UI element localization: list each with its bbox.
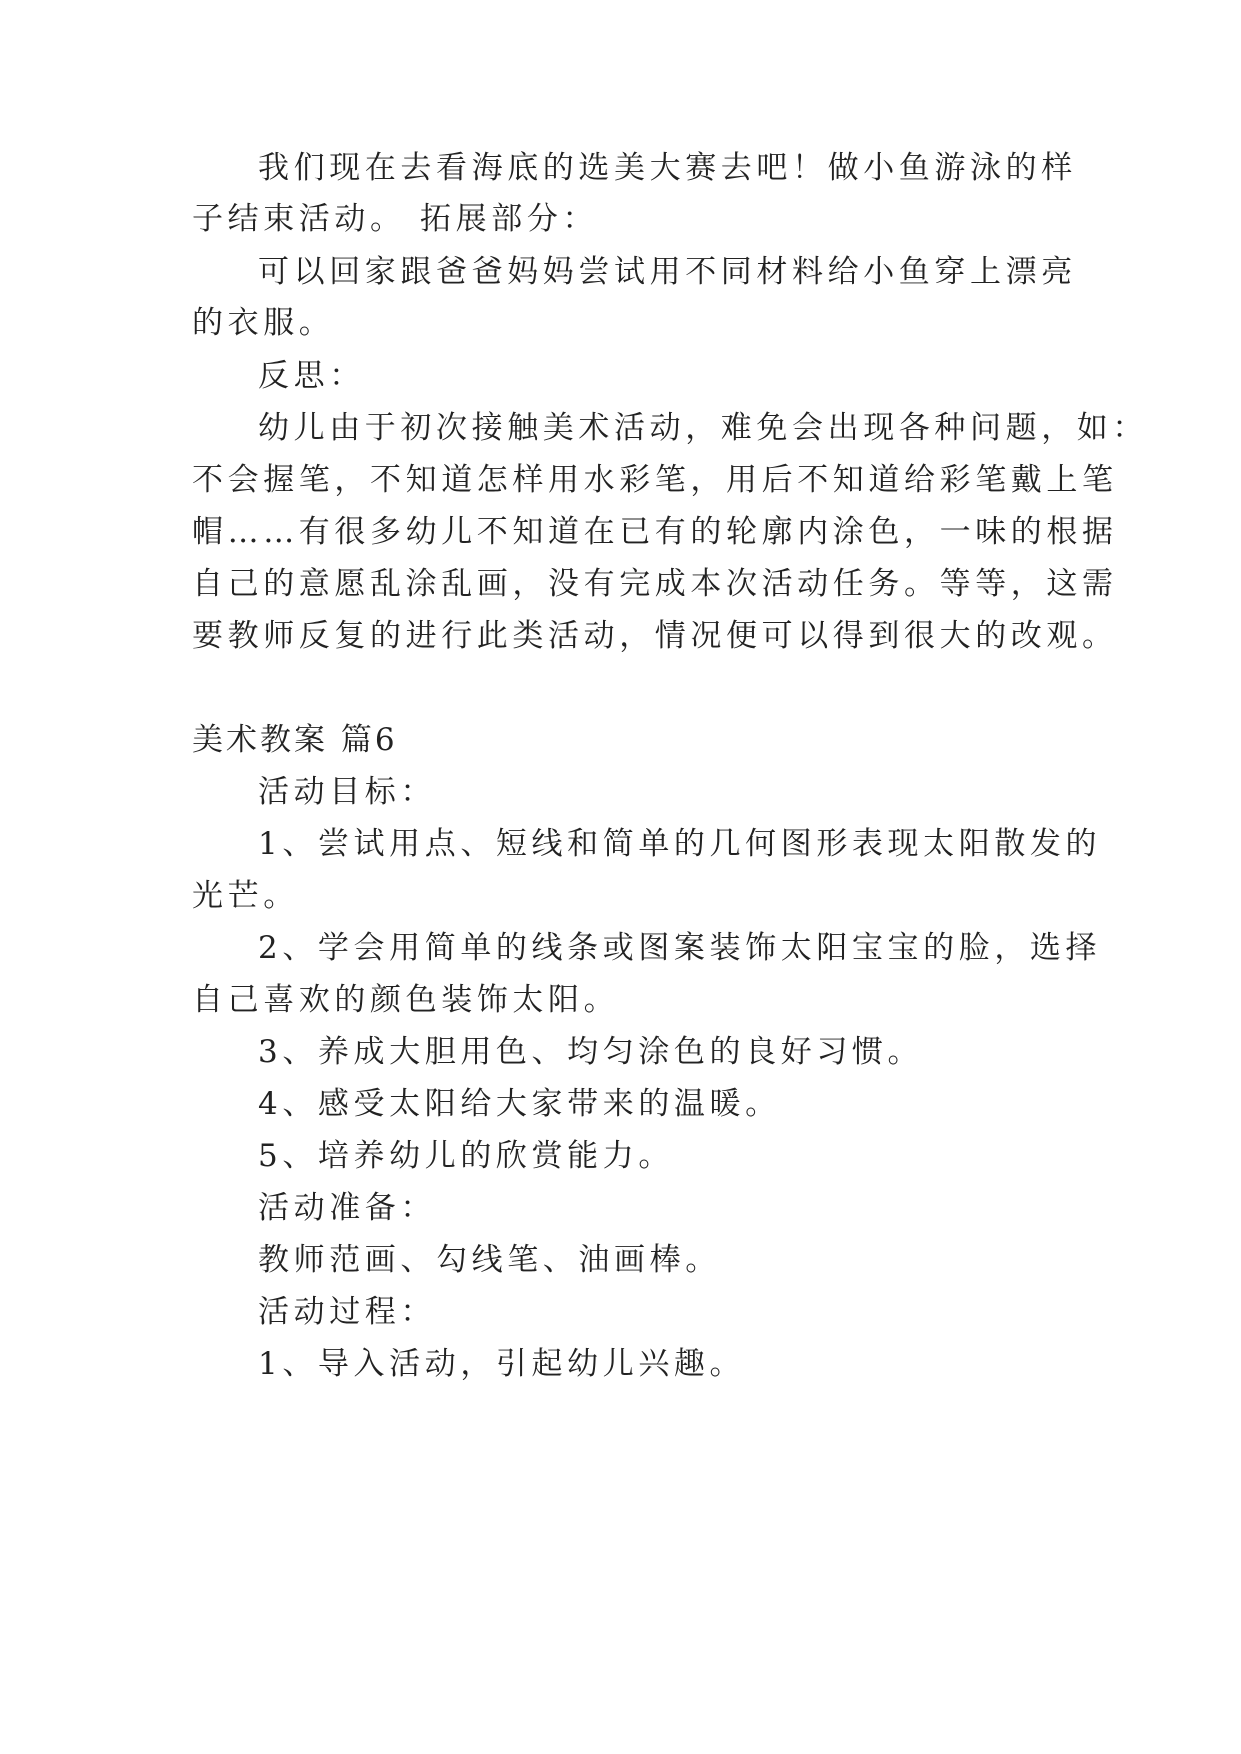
- goals-label: 活动目标：: [258, 774, 436, 810]
- paragraph-1-line-1: 我们现在去看海底的选美大赛去吧！做小鱼游泳的样: [258, 150, 1077, 186]
- paragraph-3-line-3: 帽……有很多幼儿不知道在已有的轮廓内涂色，一味的根据: [192, 514, 1118, 550]
- paragraph-2-line-2: 的衣服。: [192, 305, 335, 341]
- reflection-label: 反思：: [258, 358, 365, 394]
- paragraph-3-line-5: 要教师反复的进行此类活动，情况便可以得到很大的改观。: [192, 618, 1118, 654]
- section-heading: 美术教案 篇6: [192, 722, 398, 758]
- process-step-1: 1、导入活动，引起幼儿兴趣。: [258, 1346, 746, 1382]
- goal-4: 4、感受太阳给大家带来的温暖。: [258, 1086, 781, 1122]
- preparation-label: 活动准备：: [258, 1190, 436, 1226]
- paragraph-3-line-4: 自己的意愿乱涂乱画，没有完成本次活动任务。等等，这需: [192, 566, 1118, 602]
- paragraph-1-line-2: 子结束活动。 拓展部分：: [192, 201, 599, 237]
- goal-2-line-2: 自己喜欢的颜色装饰太阳。: [192, 982, 620, 1018]
- paragraph-2-line-1: 可以回家跟爸爸妈妈尝试用不同材料给小鱼穿上漂亮: [258, 254, 1077, 290]
- preparation-text: 教师范画、勾线笔、油画棒。: [258, 1242, 721, 1278]
- goal-3: 3、养成大胆用色、均匀涂色的良好习惯。: [258, 1034, 924, 1070]
- goal-1-line-2: 光芒。: [192, 878, 299, 914]
- goal-2-line-1: 2、学会用简单的线条或图案装饰太阳宝宝的脸，选择: [258, 930, 1102, 966]
- goal-5: 5、培养幼儿的欣赏能力。: [258, 1138, 674, 1174]
- process-label: 活动过程：: [258, 1294, 436, 1330]
- paragraph-3-line-1: 幼儿由于初次接触美术活动，难免会出现各种问题，如：: [258, 410, 1148, 446]
- paragraph-3-line-2: 不会握笔，不知道怎样用水彩笔，用后不知道给彩笔戴上笔: [192, 462, 1118, 498]
- goal-1-line-1: 1、尝试用点、短线和简单的几何图形表现太阳散发的: [258, 826, 1102, 862]
